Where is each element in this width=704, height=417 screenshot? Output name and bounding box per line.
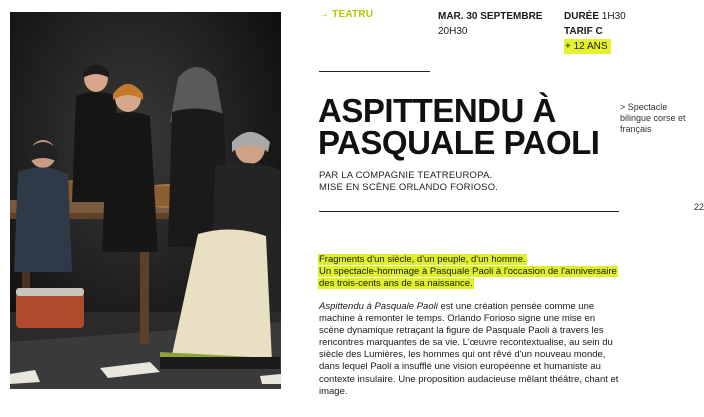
duration-value: 1H30 — [601, 11, 626, 22]
age-badge: + 12 ANS — [564, 39, 611, 54]
title-line-1: ASPITTENDU À — [318, 92, 556, 129]
stage-photo-image — [10, 12, 281, 389]
stage-photo — [10, 12, 281, 389]
duration-label: DURÉE — [564, 11, 600, 22]
company-line-2: MISE EN SCÈNE ORLANDO FORIOSO. — [319, 182, 499, 193]
duration-line — [564, 9, 626, 24]
tariff-label: TARIF C — [564, 26, 603, 37]
category-label: → TEATRU — [319, 9, 374, 20]
show-title — [318, 92, 618, 161]
duration-tariff-block — [564, 9, 626, 54]
description-italic-title: Aspittendu à Pasquale Paoli — [319, 301, 438, 312]
language-note: > Spectacle bilingue corse et français — [620, 102, 686, 134]
top-divider — [319, 71, 430, 72]
company-line-1: PAR LA COMPAGNIE TEATREUROPA. — [319, 170, 493, 181]
date-time-block — [438, 9, 542, 39]
lead-line-1: Fragments d'un siècle, d'un peuple, d'un homme. — [319, 254, 526, 265]
title-line-2: PASQUALE PAOLI — [318, 124, 600, 161]
lead-line-2: Un spectacle-hommage à Pasquale Paoli à l'occasion de l'anniversaire des trois-cents ans de sa naissance. — [319, 266, 617, 289]
page-number: 22 — [694, 202, 704, 212]
company-credits — [319, 170, 498, 194]
show-time: 20H30 — [438, 26, 468, 37]
show-date: MAR. 30 SEPTEMBRE — [438, 11, 543, 22]
bottom-divider — [319, 211, 619, 212]
lead-text — [318, 254, 618, 290]
description-body: est une création pensée comme une machine à remonter le temps. Orlando Forioso signe une mise en scène dynamique retraçant la figure de Pasquale Paoli à travers les rencontres marquantes de sa vie. L'œuvre recontextualise, au sein du siècle des Lumières, les hommes qui ont rêvé d'un nouveau monde, dans lequel Paoli a insufflé une vision européenne et humaniste au contexte insulaire. Une proposition audacieuse mêlant théâtre, chant et image. — [319, 301, 619, 397]
description-text — [319, 301, 621, 398]
